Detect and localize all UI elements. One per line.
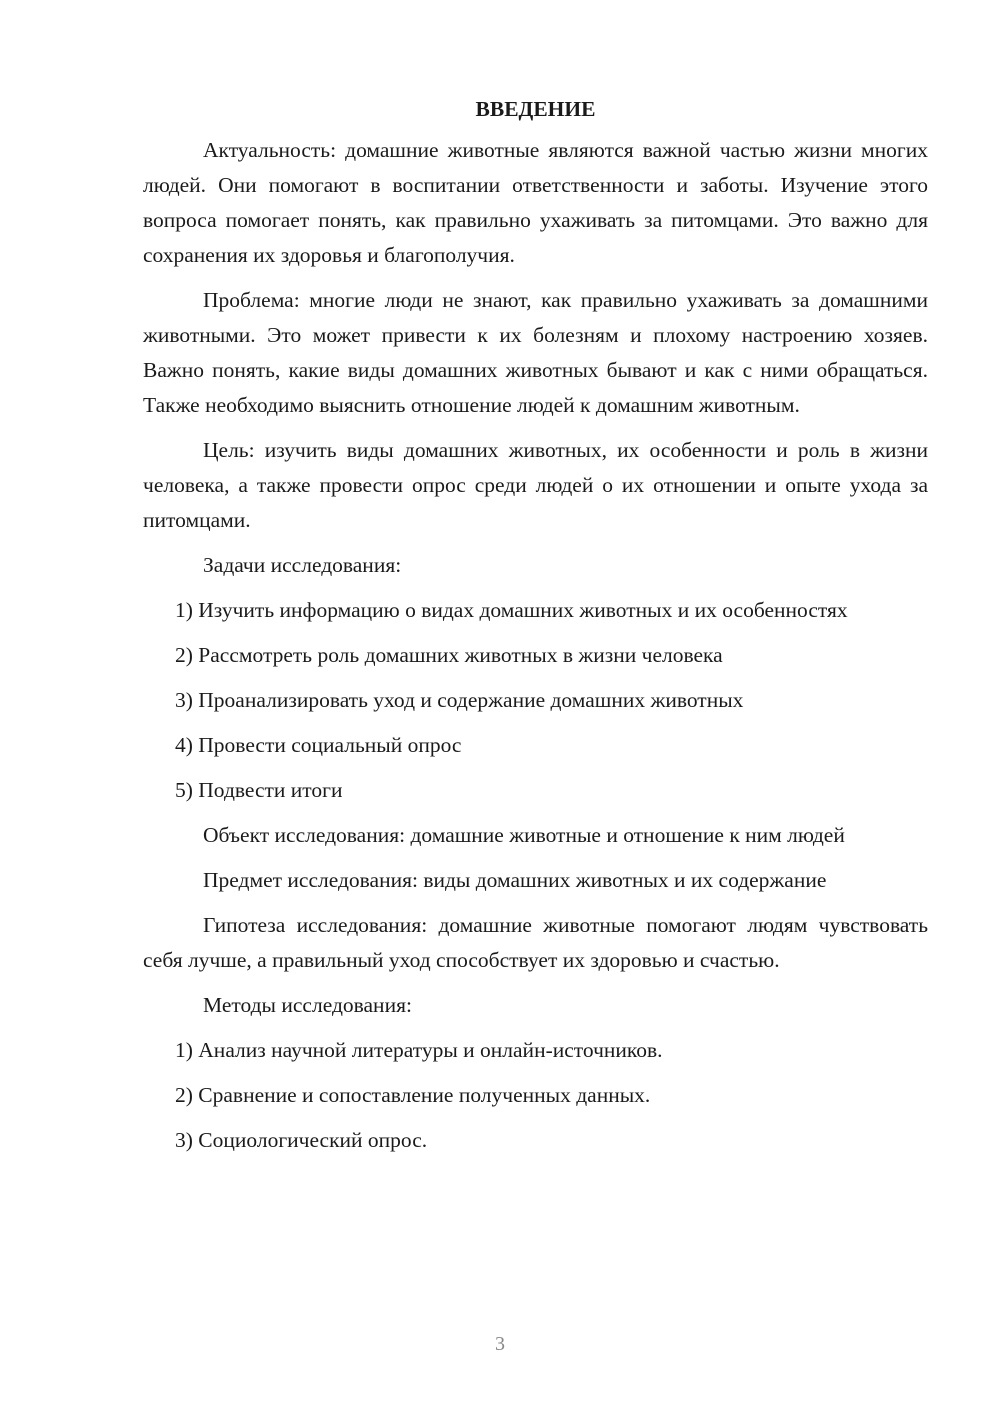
task-item-5: 5) Подвести итоги bbox=[175, 778, 343, 802]
hypothesis-paragraph: Гипотеза исследования: домашние животные помогают людям чувствовать себя лучше, а правильный уход способствует их здоровью и счастью. bbox=[143, 913, 928, 972]
task-item-4: 4) Провести социальный опрос bbox=[175, 733, 462, 757]
method-item-2: 2) Сравнение и сопоставление полученных данных. bbox=[175, 1083, 651, 1107]
problem-paragraph: Проблема: многие люди не знают, как правильно ухаживать за домашними животными. Это может привести к их болезням и плохому настроению хозяев. Важно понять, какие виды домашних животных бывают и как с ними обращаться. Также необходимо выяснить отношение людей к домашним животным. bbox=[143, 288, 928, 417]
section-title: ВВЕДЕНИЕ bbox=[475, 97, 596, 121]
methods-heading: Методы исследования: bbox=[203, 993, 412, 1017]
method-item-3: 3) Социологический опрос. bbox=[175, 1128, 428, 1152]
task-item-2: 2) Рассмотреть роль домашних животных в жизни человека bbox=[175, 643, 723, 667]
method-item-1: 1) Анализ научной литературы и онлайн-источников. bbox=[175, 1038, 663, 1062]
tasks-heading: Задачи исследования: bbox=[203, 553, 402, 577]
relevance-paragraph: Актуальность: домашние животные являются важной частью жизни многих людей. Они помогают в воспитании ответственности и заботы. Изучение этого вопроса помогает понять, как правильно ухаживать за питомцами. Это важно для сохранения их здоровья и благополучия. bbox=[143, 138, 928, 267]
goal-paragraph: Цель: изучить виды домашних животных, их особенности и роль в жизни человека, а также провести опрос среди людей о их отношении и опыте ухода за питомцами. bbox=[143, 438, 928, 532]
object-paragraph: Объект исследования: домашние животные и отношение к ним людей bbox=[203, 823, 845, 847]
document-page bbox=[143, 92, 928, 1168]
page-number: 3 bbox=[495, 1333, 505, 1355]
task-item-1: 1) Изучить информацию о видах домашних животных и их особенностях bbox=[175, 598, 848, 622]
task-item-3: 3) Проанализировать уход и содержание домашних животных bbox=[175, 688, 744, 712]
subject-paragraph: Предмет исследования: виды домашних животных и их содержание bbox=[203, 868, 827, 892]
